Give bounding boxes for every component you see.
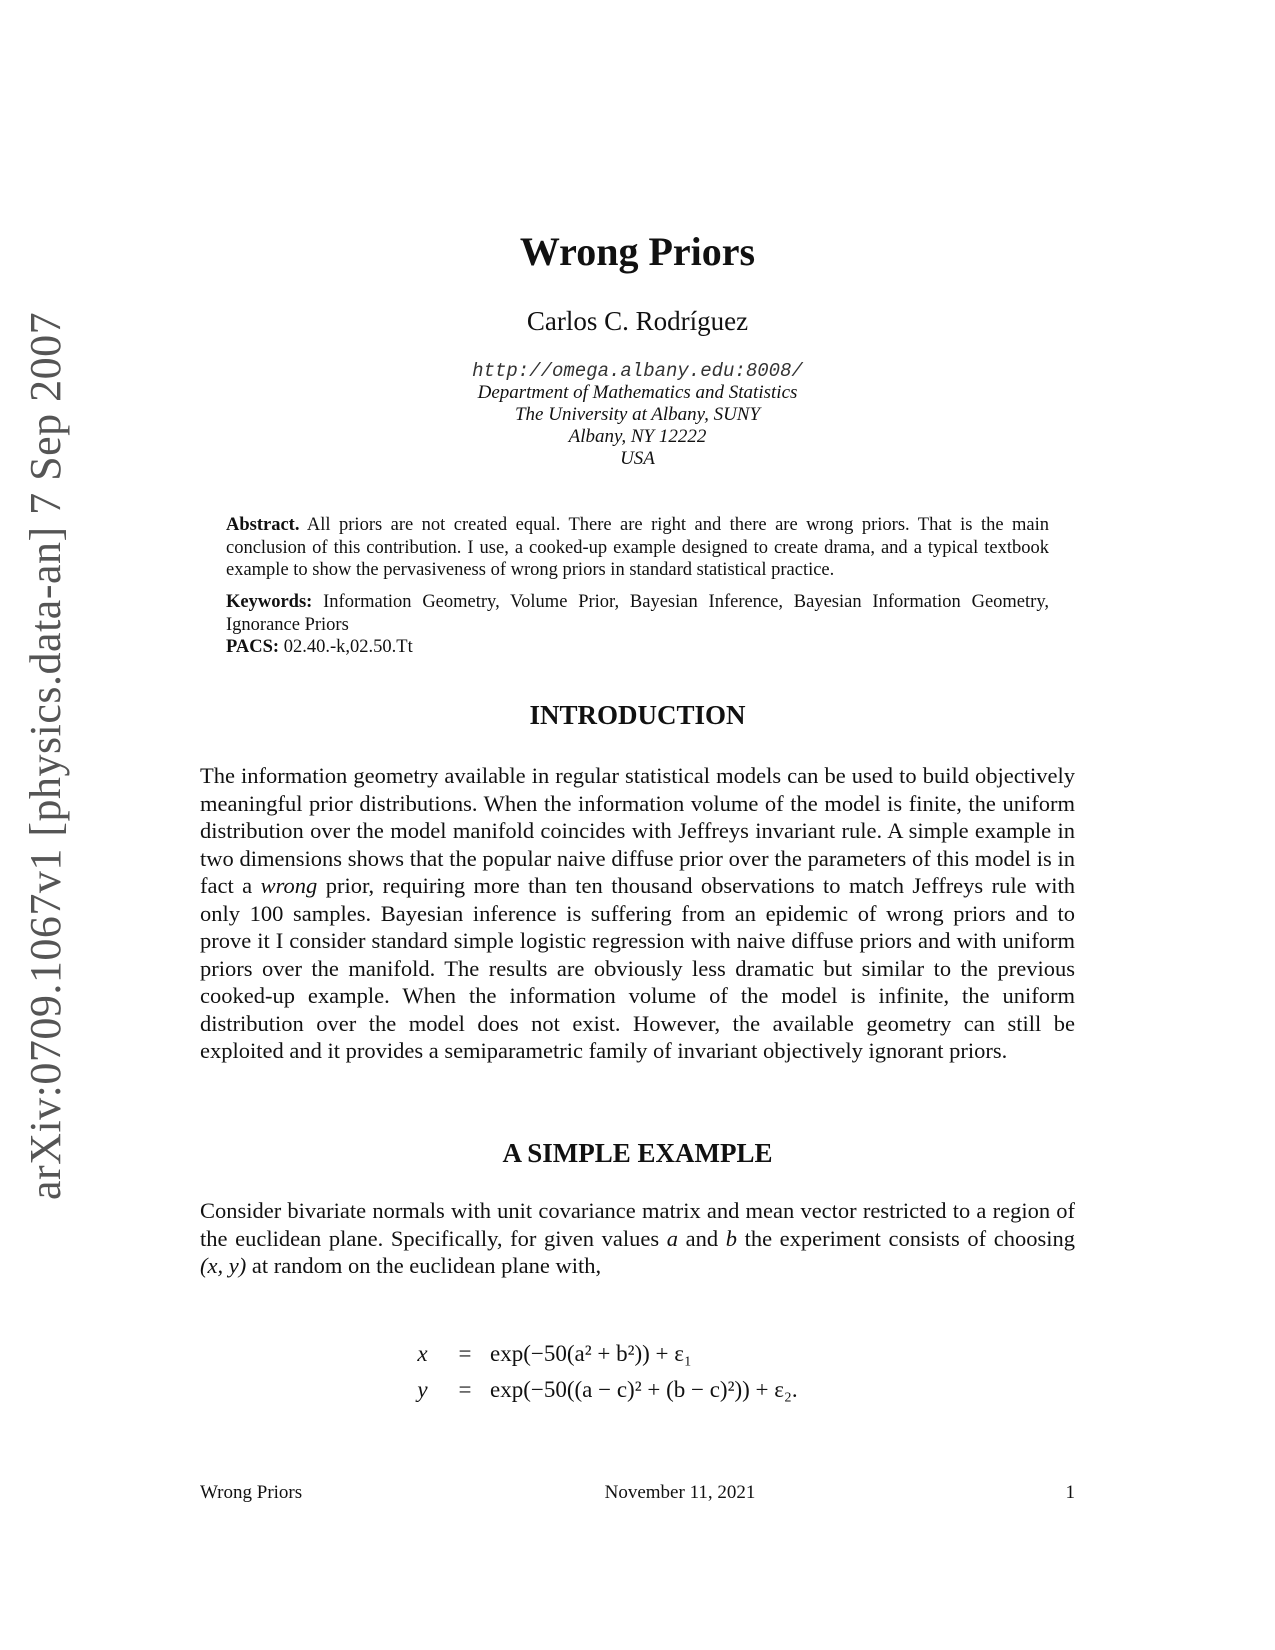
equation-y <box>405 1372 798 1408</box>
variable-a: a <box>666 1225 678 1251</box>
keywords-label: Keywords: <box>226 592 313 612</box>
example-text-part3: at random on the euclidean plane with, <box>251 1253 602 1278</box>
example-text-part1: Consider bivariate normals with unit covariance matrix and mean vector restricted to a region of the euclidean plane. Specifically, for given values <box>200 1198 1075 1251</box>
section-heading-introduction: INTRODUCTION <box>529 700 746 730</box>
author-name: Carlos C. Rodríguez <box>526 306 749 336</box>
affiliation-university: The University at Albany, SUNY <box>514 404 761 425</box>
intro-text-after: prior, requiring more than ten thousand observations to match Jeffreys rule with only 100 samples. Bayesian inference is suffering from an epidemic of wrong priors and to prove it I consider standard simple logistic regression with naive diffuse priors and with uniform priors over the manifold. The results are obviously less dramatic but similar to the previous cooked-up example. When the information volume of the model is infinite, the uniform distribution over the model does not exist. However, the available geometry can still be exploited and it provides a semiparametric family of invariant objectively ignorant priors. <box>200 873 1076 1063</box>
keywords <box>226 591 1049 636</box>
variable-b: b <box>725 1225 737 1251</box>
example-text-and: and <box>685 1225 719 1251</box>
simple-example-paragraph <box>200 1197 1075 1280</box>
footer-date: November 11, 2021 <box>604 1482 756 1503</box>
equation-x-op: = <box>458 1341 472 1366</box>
equation-x <box>405 1336 798 1372</box>
affiliation-country: USA <box>620 448 655 469</box>
pacs-label: PACS: <box>226 637 280 657</box>
footer-page-number: 1 <box>1065 1482 1075 1503</box>
intro-emphasis: wrong <box>260 873 318 898</box>
introduction-paragraph <box>200 762 1075 1065</box>
arxiv-stamp: arXiv:0709.1067v1 [physics.data-an] 7 Sep 2007 <box>21 311 70 1200</box>
author-url-link[interactable]: http://omega.albany.edu:8008/ <box>472 360 803 382</box>
equation-y-rhs: exp(−50((a − c)² + (b − c)²)) + ε₂. <box>490 1377 798 1402</box>
equation-x-lhs: x <box>417 1341 428 1366</box>
affiliation-block <box>200 360 1075 470</box>
pacs-text: 02.40.-k,02.50.Tt <box>283 637 413 657</box>
affiliation-department: Department of Mathematics and Statistics <box>477 382 798 403</box>
equation-y-op: = <box>458 1377 472 1402</box>
example-text-part2: the experiment consists of choosing <box>744 1225 1075 1251</box>
keywords-text: Information Geometry, Volume Prior, Bayesian Inference, Bayesian Information Geometry, Ignorance Priors <box>226 592 1049 635</box>
abstract <box>226 514 1049 582</box>
equation-x-rhs: exp(−50(a² + b²)) + ε₁ <box>490 1341 692 1366</box>
footer-running-title: Wrong Priors <box>200 1482 303 1503</box>
paper-title: Wrong Priors <box>519 229 756 274</box>
pacs <box>226 636 1049 659</box>
equation-y-lhs: y <box>417 1377 428 1402</box>
pair-xy: (x, y) <box>200 1253 247 1278</box>
affiliation-city: Albany, NY 12222 <box>568 426 707 447</box>
equation-block <box>405 1336 798 1408</box>
intro-text-before: The information geometry available in regular statistical models can be used to build objectively meaningful prior distributions. When the information volume of the model is finite, the uniform distribution over the model manifold coincides with Jeffreys invariant rule. A simple example in two dimensions shows that the popular naive diffuse prior over the parameters of this model is in fact a <box>200 763 1075 898</box>
abstract-label: Abstract. <box>226 515 300 535</box>
abstract-text: All priors are not created equal. There are right and there are wrong priors. That is the main conclusion of this contribution. I use, a cooked-up example designed to create drama, and a typical textbook example to show the pervasiveness of wrong priors in standard statistical practice. <box>226 515 1049 580</box>
section-heading-simple-example: A SIMPLE EXAMPLE <box>502 1138 773 1168</box>
